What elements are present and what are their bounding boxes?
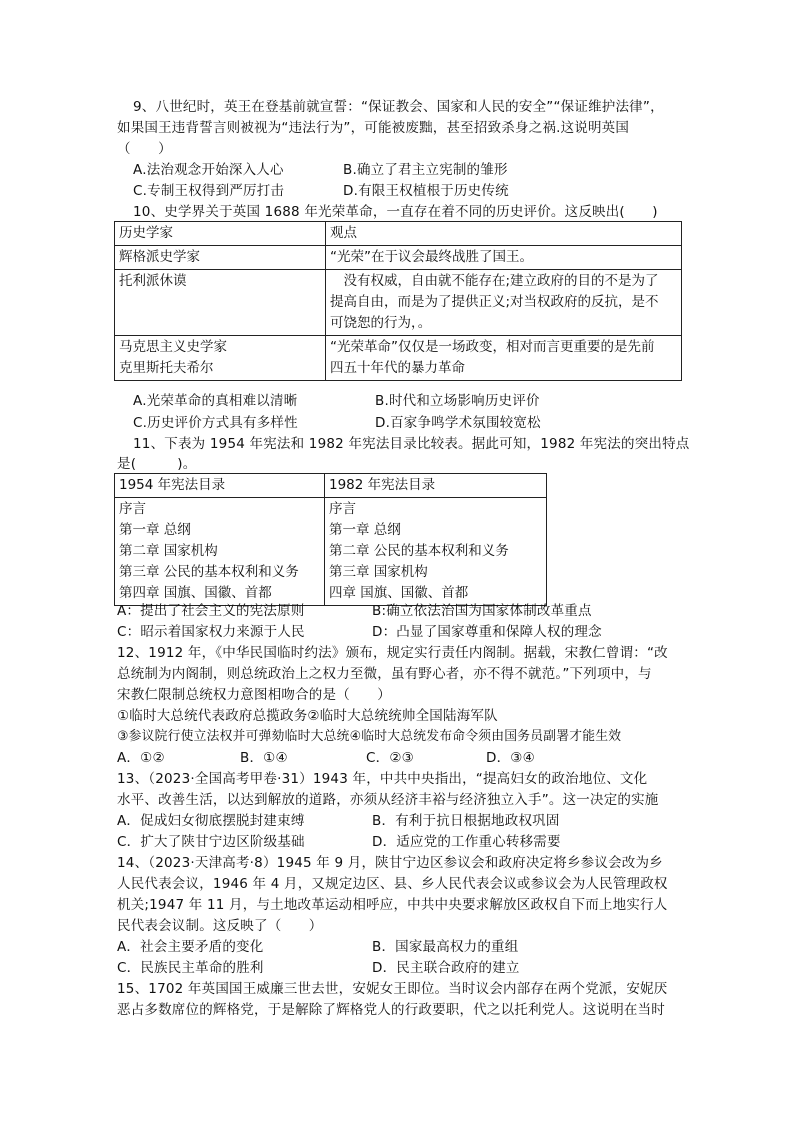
- cell-line: 第一章 总纲: [329, 522, 401, 538]
- view-cell: [326, 270, 682, 336]
- q11-option-d: D：凸显了国家尊重和保障人权的理念: [372, 624, 602, 640]
- cell-line: “光荣革命”仅仅是一场政变，相对而言更重要的是先前: [330, 339, 655, 355]
- q11-option-c: C：昭示着国家权力来源于人民: [117, 624, 305, 640]
- cell-line: 克里斯托夫希尔: [119, 360, 214, 376]
- q12-statement-line-1: ①临时大总统代表政府总揽政务②临时大总统统帅全国陆海军队: [117, 708, 498, 724]
- q14-option-d: D．民主联合政府的建立: [372, 960, 520, 976]
- q14-stem-line-4: 民代表会议制。这反映了（ ）: [117, 918, 323, 934]
- cell-line: 第三章 国家机构: [329, 564, 428, 580]
- cell-line: 第二章 国家机构: [119, 543, 218, 559]
- q9-option-a: A.法治观念开始深入人心: [133, 162, 284, 178]
- q12-option-c: C．②③: [366, 750, 414, 766]
- q12-option-d: D．③④: [486, 750, 535, 766]
- q10-option-b: B.时代和立场影响历史评价: [375, 393, 540, 409]
- q14-option-c: C．民族民主革命的胜利: [117, 960, 264, 976]
- table-header-cell: 历史学家: [115, 222, 326, 246]
- cell-line: 第一章 总纲: [119, 522, 191, 538]
- q14-option-a: A．社会主要矛盾的变化: [117, 939, 264, 955]
- q12-statement-line-2: ③参议院行使立法权并可弹劾临时大总统④临时大总统发布命令须由国务员副署才能生效: [117, 729, 622, 744]
- q9-option-d: D.有限王权植根于历史传统: [343, 183, 509, 199]
- table-header-row: [115, 222, 682, 246]
- q11-stem-line-1: 11、下表为 1954 年宪法和 1982 年宪法目录比较表。据此可知，1982 年宪法的突出特点: [133, 436, 690, 452]
- historian-cell: [115, 246, 326, 270]
- q10-stem: 10、史学界关于英国 1688 年光荣革命，一直存在着不同的历史评价。这反映出( ): [133, 204, 658, 220]
- cell-line: 四章 国旗、国徽、首都: [329, 585, 469, 601]
- q13-stem-line-2: 水平、改善生活，以达到解放的道路，亦须从经济丰裕与经济独立入手”。这一决定的实施: [117, 792, 659, 808]
- q14-stem-line-2: 人民代表会议，1946 年 4 月，又规定边区、县、乡人民代表会议或参议会为人民管理政权: [117, 876, 668, 892]
- q12-option-b: B．①④: [240, 750, 288, 766]
- q13-stem-line-1: 13、（2023·全国高考甲卷·31）1943 年，中共中央指出，“提高妇女的政治地位、文化: [117, 771, 648, 787]
- q10-option-d: D.百家争鸣学术氛围较宽松: [375, 415, 541, 431]
- historian-cell: [115, 336, 326, 381]
- cell-line: 四五十年代的暴力革命: [330, 360, 465, 376]
- table-header-cell: 1982 年宪法目录: [325, 474, 547, 498]
- q13-option-a: A．促成妇女彻底摆脱封建束缚: [117, 813, 305, 829]
- q11-option-b: B:确立依法治国为国家体制改革重点: [372, 603, 592, 619]
- q9-stem-line-1: 9、八世纪时，英王在登基前就宣誓：“保证教会、国家和人民的安全”“保证维护法律”，: [133, 99, 664, 115]
- cell-line: “光荣”在于议会最终战胜了国王。: [330, 249, 533, 265]
- q11-constitution-table: [114, 473, 547, 606]
- table-header-cell: 1954 年宪法目录: [115, 474, 325, 498]
- q15-stem-line-2: 恶占多数席位的辉格党，于是解除了辉格党人的行政要职，代之以托利党人。这说明在当时: [117, 1002, 665, 1018]
- cell-line: 可饶恕的行为，。: [330, 315, 432, 331]
- q14-stem-line-1: 14、（2023·天津高考·8）1945 年 9 月，陕甘宁边区参议会和政府决定将乡参议会改为乡: [117, 855, 663, 871]
- contents-cell-1954: [115, 498, 325, 606]
- table-row: [115, 498, 547, 606]
- q13-option-d: D．适应党的工作重心转移需要: [372, 834, 561, 850]
- table-row: [115, 336, 682, 381]
- q10-historian-table: [114, 221, 682, 381]
- q11-stem-line-2: 是( )。: [117, 456, 197, 472]
- q9-option-b: B.确立了君主立宪制的雏形: [343, 162, 508, 178]
- q9-option-c: C.专制王权得到严厉打击: [133, 183, 285, 199]
- cell-line: 托利派休谟: [119, 273, 187, 289]
- q9-stem-line-3: （ ）: [117, 141, 172, 157]
- q12-stem-line-1: 12、1912 年，《中华民国临时约法》颁布，规定实行责任内阁制。据载，宋教仁曾谓：“改: [117, 645, 668, 661]
- q11-option-a: A：提出了社会主义的宪法原则: [117, 603, 305, 619]
- q10-option-a: A.光荣革命的真相难以清晰: [133, 393, 298, 409]
- q12-stem-line-3: 宋教仁限制总统权力意图相吻合的是（ ）: [117, 687, 391, 703]
- q12-option-a: A．①②: [117, 750, 165, 766]
- q10-option-c: C.历史评价方式具有多样性: [133, 415, 298, 431]
- cell-line: 序言: [329, 501, 356, 517]
- contents-cell-1982: [325, 498, 547, 606]
- q15-stem-line-1: 15、1702 年英国国王威廉三世去世，安妮女王即位。当时议会内部存在两个党派，安妮厌: [117, 981, 668, 997]
- q13-option-c: C．扩大了陕甘宁边区阶级基础: [117, 834, 305, 850]
- cell-line: 序言: [119, 501, 146, 517]
- table-header-cell: 观点: [326, 222, 682, 246]
- q13-option-b: B．有利于抗日根据地政权巩固: [372, 813, 560, 829]
- q14-stem-line-3: 机关;1947 年 11 月，与土地改革运动相呼应，中共中央要求解放区政权自下而上地实行人: [117, 897, 668, 913]
- cell-line: 提高自由，而是为了提供正义;对当权政府的反抗，是不: [330, 294, 659, 310]
- view-cell: [326, 336, 682, 381]
- q9-stem-line-2: 如果国王违背誓言则被视为“违法行为”，可能被废黜，甚至招致杀身之祸.这说明英国: [117, 120, 630, 136]
- cell-line: 第三章 公民的基本权利和义务: [119, 564, 299, 580]
- historian-cell: [115, 270, 326, 336]
- cell-line: 第二章 公民的基本权利和义务: [329, 543, 509, 559]
- cell-line: 辉格派史学家: [119, 249, 200, 265]
- cell-line: 第四章 国旗、国徽、首都: [119, 585, 272, 601]
- cell-line: 马克思主义史学家: [119, 339, 227, 355]
- q14-option-b: B．国家最高权力的重组: [372, 939, 519, 955]
- view-cell: [326, 246, 682, 270]
- table-row: [115, 246, 682, 270]
- table-row: [115, 270, 682, 336]
- table-header-row: [115, 474, 547, 498]
- cell-line: 没有权威，自由就不能存在;建立政府的目的不是为了: [330, 273, 659, 289]
- q12-stem-line-2: 总统制为内阁制，则总统政治上之权力至微，虽有野心者，亦不得不就范。”下列项中，与: [117, 666, 652, 682]
